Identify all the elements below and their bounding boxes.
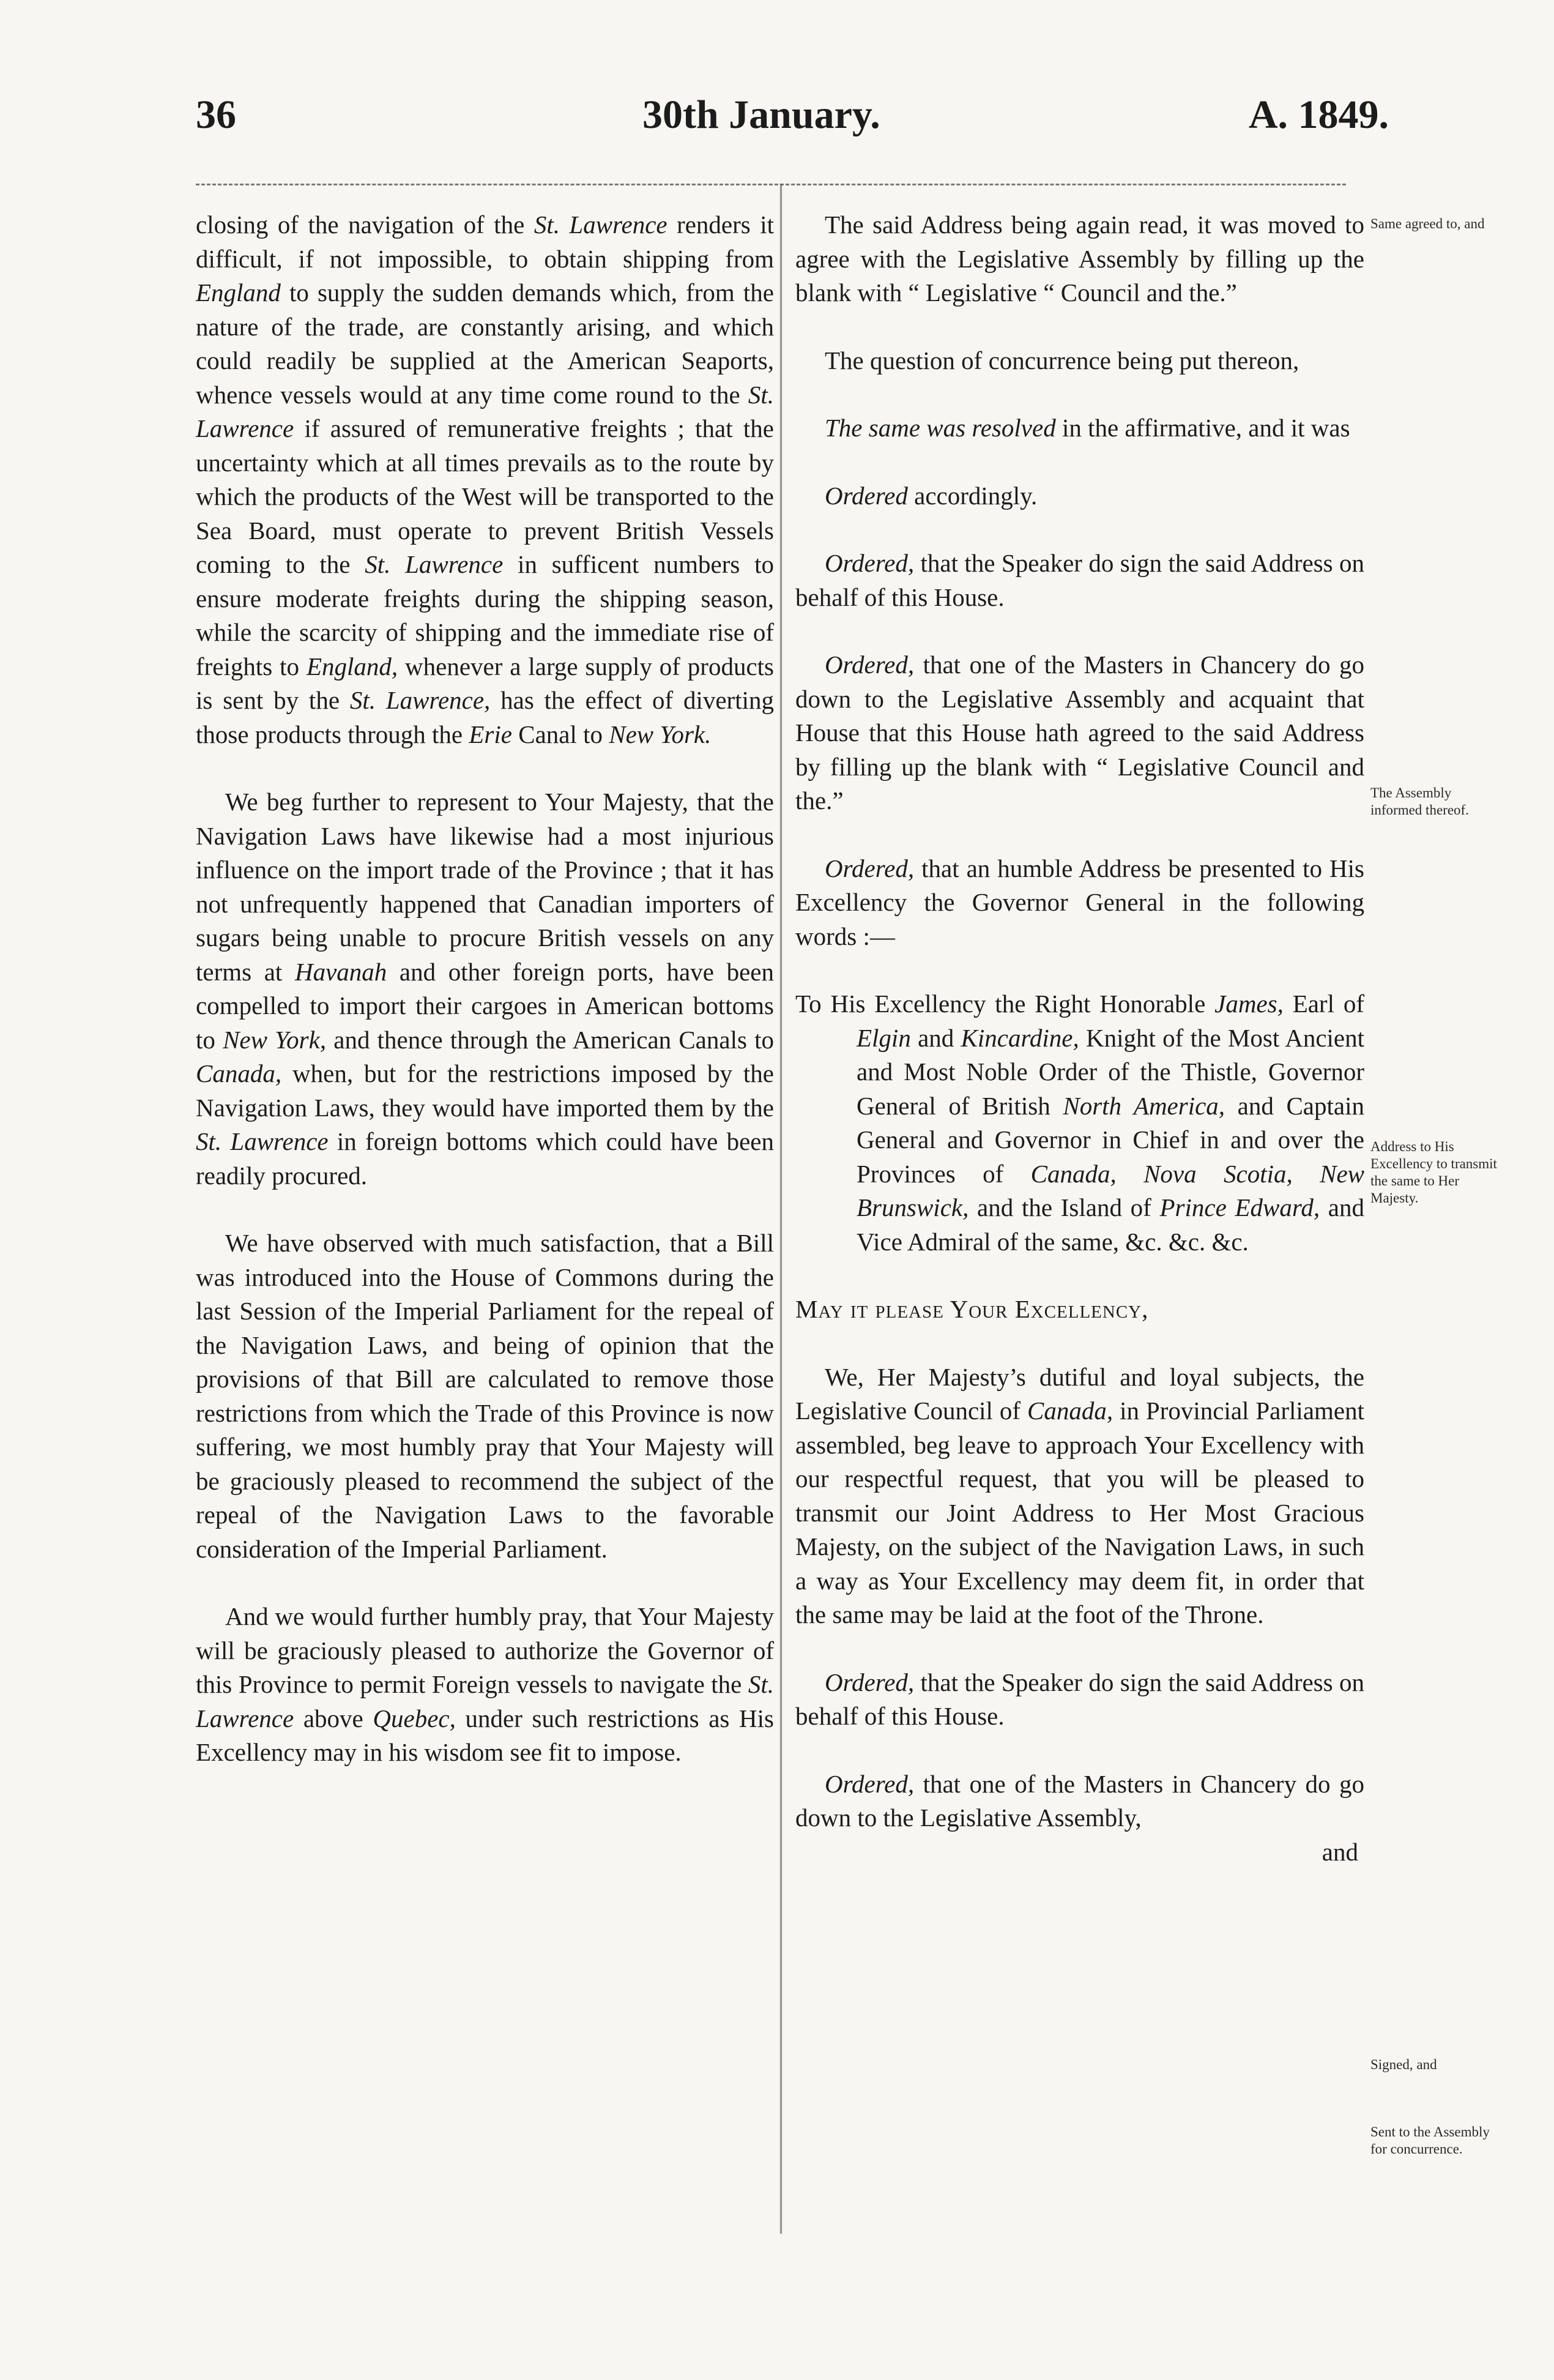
left-column (196, 208, 774, 1804)
paragraph-bill-repeal: We have observed with much satisfaction, that a Bill was introduced into the House of Commons during the last Session of the Imperial Parliament for the repeal of the Navigation Laws, and being of opinion that the provisions of that Bill are calculated to remove those restrictions from which the Trade of this Province is now suffering, we most humbly pray that Your Majesty will be graciously pleased to recommend the subject of the repeal of the Navigation Laws to the favorable consideration of the Imperial Parliament. (196, 1229, 774, 1563)
right-column (795, 208, 1364, 1869)
running-head-date: 30th January. (642, 92, 880, 137)
paragraph-ordered-accordingly: Ordered accordingly. (825, 481, 1038, 510)
paragraph-speaker-sign-2: Ordered, that the Speaker do sign the said Address on behalf of this House. (795, 1668, 1364, 1730)
page-number: 36 (196, 92, 236, 137)
column-divider (780, 184, 782, 2234)
running-head-year: A. 1849. (1248, 92, 1389, 137)
catch-word: and (1322, 1837, 1358, 1866)
margin-note-same-agreed: Same agreed to, and (1370, 216, 1485, 231)
margin-note-sent-assembly: Sent to the Assembly for concurrence. (1370, 2124, 1490, 2157)
paragraph-question-put: The question of concurrence being put thereon, (825, 346, 1299, 375)
margin-note-address-excellency: Address to His Excellency to transmit the same to Her Majesty. (1370, 1139, 1497, 1206)
paragraph-address-read: The said Address being again read, it was moved to agree with the Legislative Assembly by filling up the blank with “ Legislative “ Council and the.” (795, 211, 1364, 307)
margin-note-signed: Signed, and (1370, 2057, 1437, 2072)
paragraph-masters-chancery-2: Ordered, that one of the Masters in Chancery do go down to the Legislative Assembly, (795, 1769, 1364, 1832)
paragraph-humble-address: Ordered, that an humble Address be presented to His Excellency the Governor General in the following words :— (795, 854, 1364, 950)
paragraph-import-trade: We beg further to represent to Your Majesty, that the Navigation Laws have likewise had a most injurious influence on the import trade of the Province ; that it has not unfrequently happened that Canadian importers of sugars being unable to procure British vessels on any terms at Havanah and other foreign ports, have been compelled to import their cargoes in American bottoms to New York, and thence through the American Canals to Canada, when, but for the restrictions imposed by the Navigation Laws, they would have imported them by the St. Lawrence in foreign bottoms which could have been readily procured. (196, 788, 774, 1190)
margin-note-assembly-informed: The Assembly informed thereof. (1370, 785, 1469, 818)
paragraph-navigation-closing: closing of the navigation of the St. Lawrence renders it difficult, if not impossible, to obtain shipping from England to supply the sudden demands which, from the nature of the trade, are constantly arising, and which could readily be supplied at the American Seaports, whence vessels would at any time come round to the St. Lawrence if assured of remunerative freights ; that the uncertainty which at all times prevails as to the route by which the products of the West will be transported to the Sea Board, must operate to prevent British Vessels coming to the St. Lawrence in sufficent numbers to ensure moderate freights during the shipping season, while the scarcity of shipping and the immediate rise of freights to England, whenever a large supply of products is sent by the St. Lawrence, has the effect of diverting those products through the Erie Canal to New York. (196, 211, 775, 748)
paragraph-speaker-sign: Ordered, that the Speaker do sign the said Address on behalf of this House. (795, 549, 1364, 611)
address-heading: May it please Your Excellency, (795, 1295, 1149, 1323)
header-rule (196, 184, 1346, 185)
paragraph-resolved: The same was resolved in the affirmative, and it was (825, 414, 1350, 442)
paragraph-foreign-vessels: And we would further humbly pray, that Your Majesty will be graciously pleased to authorize the Governor of this Province to permit Foreign vessels to navigate the St. Lawrence above Quebec, under such restrictions as His Excellency may in his wisdom see fit to impose. (196, 1602, 774, 1766)
address-salutation: To His Excellency the Right Honorable James, Earl of Elgin and Kincardine, Knight of the Most Ancient and Most Noble Order of the Thistle, Governor General of British North America, and Captain General and Governor in Chief in and over the Provinces of Canada, Nova Scotia, New Brunswick, and the Island of Prince Edward, and Vice Admiral of the same, &c. &c. &c. (795, 990, 1364, 1256)
page-header (196, 92, 1389, 141)
paragraph-council-request: We, Her Majesty’s dutiful and loyal subjects, the Legislative Council of Canada, in Provincial Parliament assembled, beg leave to approach Your Excellency with our respectful request, that you will be pleased to transmit our Joint Address to Her Most Gracious Majesty, on the subject of the Navigation Laws, in such a way as Your Excellency may deem fit, in order that the same may be laid at the foot of the Throne. (795, 1362, 1364, 1628)
paragraph-masters-chancery: Ordered, that one of the Masters in Chancery do go down to the Legislative Assembly and acquaint that House that this House hath agreed to the said Address by filling up the blank with “ Legislative Council and the.” (795, 651, 1364, 815)
